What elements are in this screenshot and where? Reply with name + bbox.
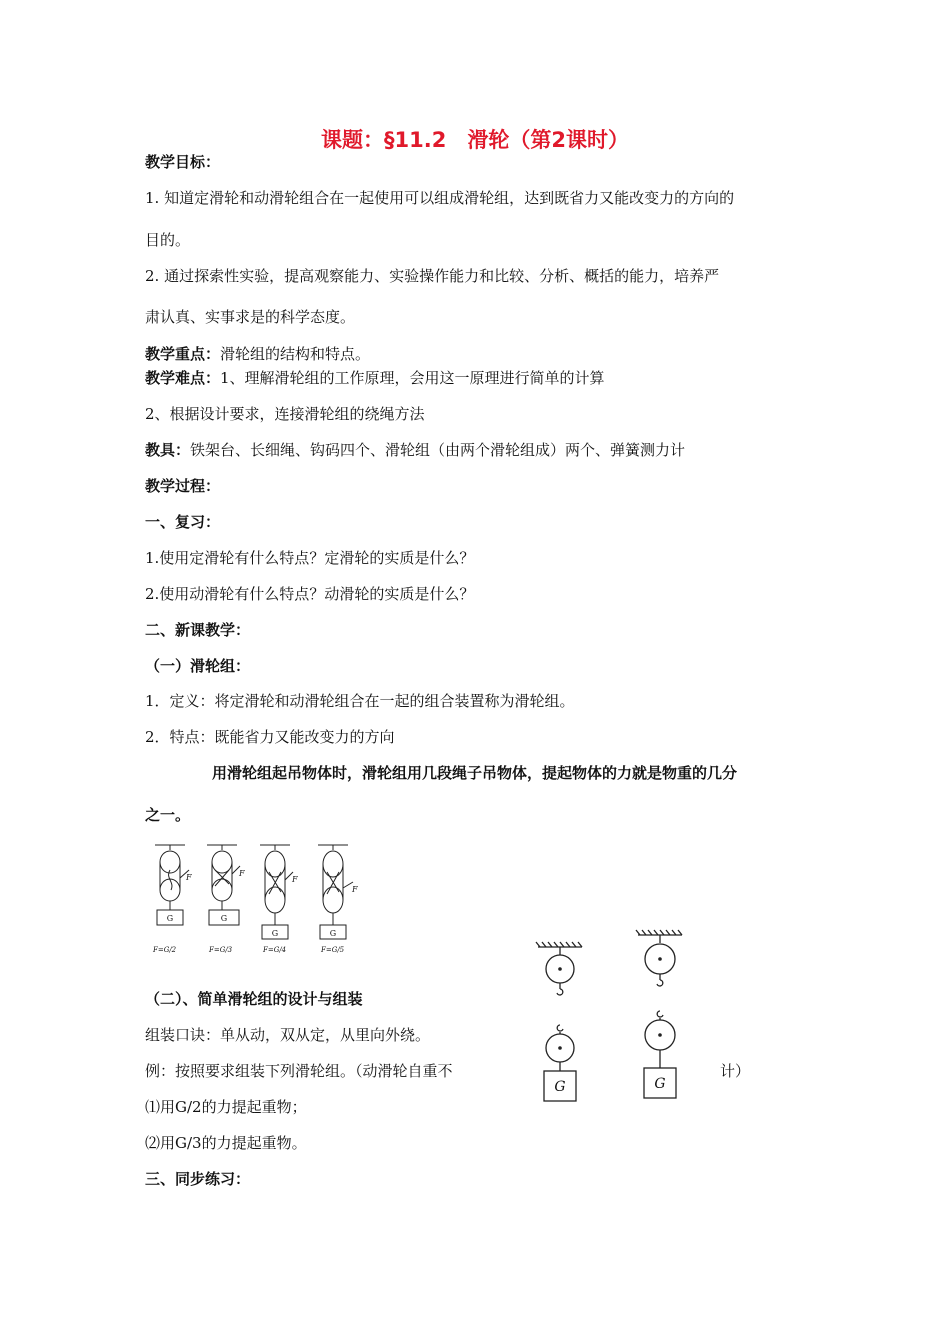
formula-2: F=G/3 bbox=[209, 946, 233, 954]
key-point bbox=[145, 344, 370, 364]
pulley-systems-figure bbox=[145, 840, 365, 958]
definition: 1．定义：将定滑轮和动滑轮组合在一起的组合装置称为滑轮组。 bbox=[145, 692, 575, 710]
pulley-block-subheading: （一）滑轮组： bbox=[145, 657, 251, 675]
rule-line-2: 之一。 bbox=[145, 806, 191, 824]
page-title: 课题：§11.2 滑轮（第2课时） bbox=[321, 128, 629, 152]
exercise-block-label-1: G bbox=[554, 1079, 566, 1095]
review-heading: 一、复习： bbox=[145, 513, 221, 531]
goal-1-line-1: 1. 知道定滑轮和动滑轮组合在一起使用可以组成滑轮组，达到既省力又能改变力的方向的 bbox=[145, 189, 735, 207]
pulley-assembly-exercise-figure bbox=[530, 925, 700, 1110]
force-label-1: F bbox=[186, 873, 192, 882]
process-heading: 教学过程： bbox=[145, 477, 221, 495]
key-point-label: 教学重点： bbox=[145, 345, 221, 363]
assembly-rhyme: 组装口诀：单从动，双从定，从里向外绕。 bbox=[145, 1026, 431, 1044]
review-question-1: 1.使用定滑轮有什么特点？定滑轮的实质是什么？ bbox=[145, 549, 475, 567]
example-text: 例：按照要求组装下列滑轮组。（动滑轮自重不 bbox=[145, 1062, 453, 1080]
tools-label: 教具： bbox=[145, 441, 191, 459]
block-label-1: G bbox=[166, 914, 174, 923]
goal-1-line-2: 目的。 bbox=[145, 231, 191, 249]
review-question-2: 2.使用动滑轮有什么特点？动滑轮的实质是什么？ bbox=[145, 585, 475, 603]
force-label-4: F bbox=[352, 885, 358, 894]
requirement-2: ⑵用G/3的力提起重物。 bbox=[145, 1134, 307, 1152]
rule-line-1: 用滑轮组起吊物体时，滑轮组用几段绳子吊物体，提起物体的力就是物重的几分 bbox=[212, 764, 738, 782]
difficulty bbox=[145, 368, 605, 388]
tools-text: 铁架台、长细绳、钩码四个、滑轮组（由两个滑轮组成）两个、弹簧测力计 bbox=[190, 441, 686, 459]
new-lesson-heading: 二、新课教学： bbox=[145, 621, 251, 639]
example-text-tail: 计） bbox=[720, 1062, 751, 1080]
practice-heading: 三、同步练习： bbox=[145, 1170, 251, 1188]
block-label-2: G bbox=[220, 914, 228, 923]
goals-heading: 教学目标： bbox=[145, 153, 221, 171]
goal-2-line-2: 肃认真、实事求是的科学态度。 bbox=[145, 308, 356, 326]
exercise-block-label-2: G bbox=[654, 1076, 666, 1092]
force-label-2: F bbox=[239, 869, 245, 878]
requirement-1: ⑴用G/2的力提起重物； bbox=[145, 1098, 307, 1116]
design-heading: （二）、简单滑轮组的设计与组装 bbox=[145, 990, 363, 1008]
goal-2-line-1: 2. 通过探索性实验，提高观察能力、实验操作能力和比较、分析、概括的能力，培养严 bbox=[145, 267, 720, 285]
block-label-4: G bbox=[329, 929, 337, 938]
difficulty-text-1: 1、理解滑轮组的工作原理，会用这一原理进行简单的计算 bbox=[220, 369, 605, 387]
difficulty-text-2: 2、根据设计要求，连接滑轮组的绕绳方法 bbox=[145, 405, 425, 423]
force-label-3: F bbox=[292, 875, 298, 884]
difficulty-label: 教学难点： bbox=[145, 369, 221, 387]
formula-1: F=G/2 bbox=[153, 946, 177, 954]
formula-3: F=G/4 bbox=[263, 946, 287, 954]
formula-4: F=G/5 bbox=[321, 946, 345, 954]
tools bbox=[145, 440, 685, 460]
block-label-3: G bbox=[271, 929, 279, 938]
key-point-text: 滑轮组的结构和特点。 bbox=[220, 345, 371, 363]
feature: 2．特点：既能省力又能改变力的方向 bbox=[145, 728, 395, 746]
